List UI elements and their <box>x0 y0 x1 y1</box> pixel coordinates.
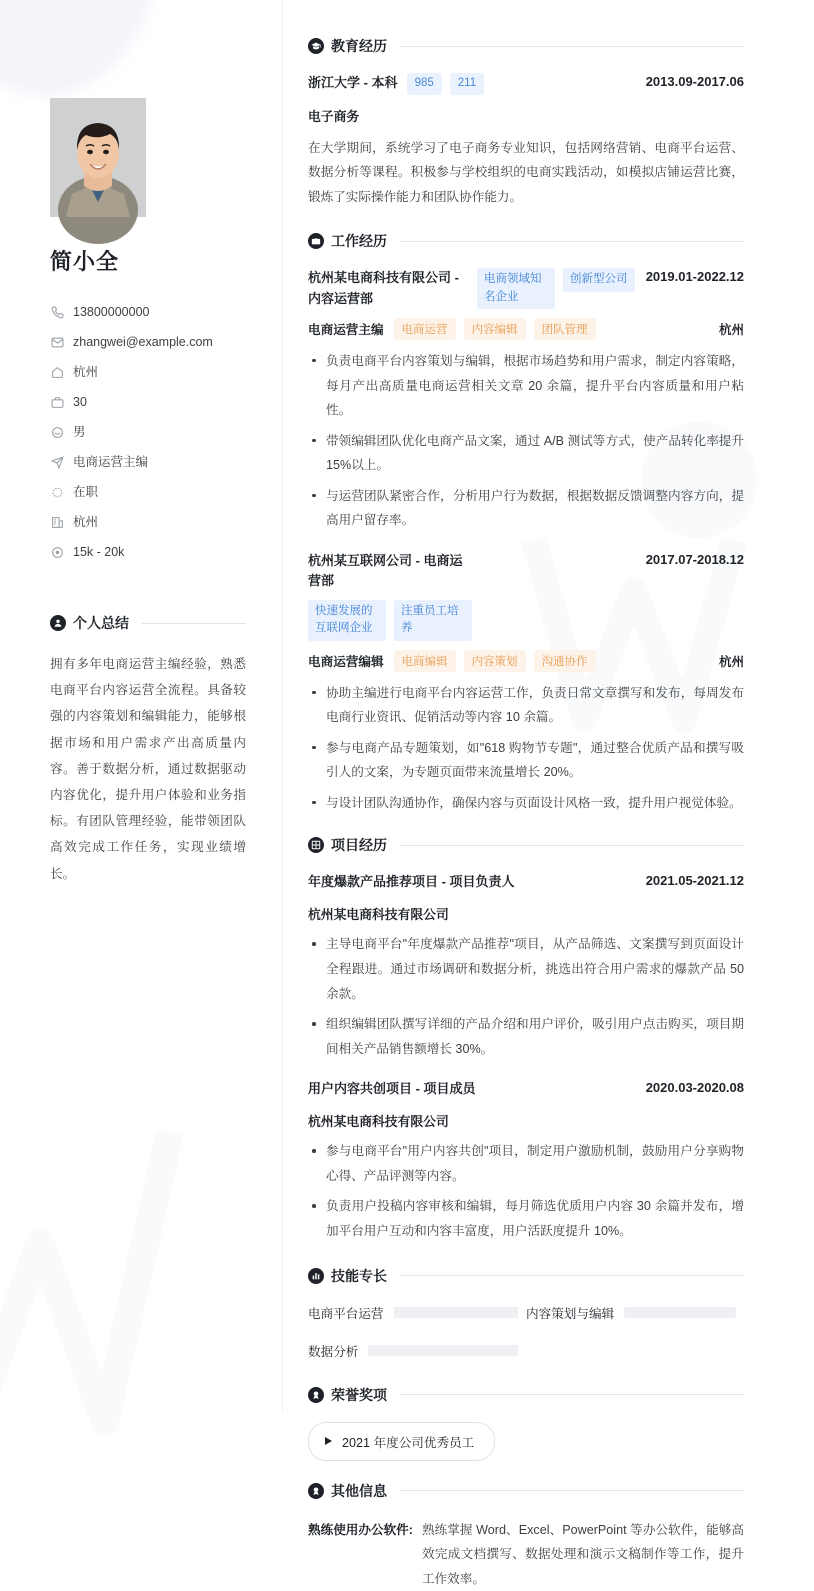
projects-section <box>308 835 744 1243</box>
contact-value: 13800000000 <box>73 306 149 319</box>
work-bullets <box>308 349 744 533</box>
badge-985: 985 <box>407 73 442 95</box>
contact-value: 在职 <box>73 486 98 499</box>
work-date: 2017.07-2018.12 <box>646 551 744 567</box>
company-tags <box>477 268 635 309</box>
skill-tag: 电商运营 <box>394 318 456 340</box>
skill-progress-bar <box>624 1307 736 1318</box>
entry-top <box>308 551 744 641</box>
company-tag: 注重员工培养 <box>394 600 472 641</box>
education-date: 2013.09-2017.06 <box>646 73 744 89</box>
project-entry <box>308 1079 744 1243</box>
main-content <box>283 0 794 1412</box>
skill-tags <box>394 650 709 672</box>
project-entry <box>308 872 744 1061</box>
work-title: 工作经历 <box>331 231 387 251</box>
contact-row-status <box>50 477 246 507</box>
chart-icon <box>308 1268 324 1284</box>
work-city: 杭州 <box>719 652 744 670</box>
list-item: 负责电商平台内容策划与编辑，根据市场趋势和用户需求，制定内容策略，每月产出高质量电商运营相关文章 20 余篇，提升平台内容质量和用户粘性。 <box>308 349 744 423</box>
gender-icon <box>50 425 64 439</box>
summary-title: 个人总结 <box>73 613 129 633</box>
list-item: 带领编辑团队优化电商产品文案，通过 A/B 测试等方式，使产品转化率提升 15%以上。 <box>308 429 744 478</box>
status-icon <box>50 485 64 499</box>
other-label: 熟练使用办公软件: <box>308 1518 413 1543</box>
contact-row-location <box>50 357 246 387</box>
skill-grid <box>308 1303 744 1379</box>
skill-progress-bar <box>394 1307 518 1318</box>
contact-row-position <box>50 447 246 477</box>
skill-tag: 沟通协作 <box>534 650 596 672</box>
coin-icon <box>50 545 64 559</box>
other-title: 其他信息 <box>331 1481 387 1501</box>
skill-label: 内容策划与编辑 <box>526 1303 614 1322</box>
entry-left <box>308 73 636 95</box>
skill-tag: 团队管理 <box>534 318 596 340</box>
work-header <box>308 231 744 251</box>
entry-top <box>308 73 744 95</box>
company-tag: 快速发展的互联网企业 <box>308 600 386 641</box>
entry-left <box>308 551 636 641</box>
grid-icon <box>308 837 324 853</box>
role-row <box>308 650 744 672</box>
sidebar <box>0 0 283 1412</box>
honors-title: 荣誉奖项 <box>331 1385 387 1405</box>
header-divider <box>400 46 744 47</box>
contact-row-age <box>50 387 246 417</box>
skill-tags <box>394 318 709 340</box>
skill-item <box>526 1303 744 1322</box>
list-item: 参与电商平台"用户内容共创"项目，制定用户激励机制，鼓励用户分享购物心得、产品评测等内容。 <box>308 1139 744 1188</box>
building-icon <box>50 515 64 529</box>
school-name: 浙江大学 - 本科 <box>308 73 398 93</box>
skill-label: 电商平台运营 <box>308 1303 384 1322</box>
contact-row-email <box>50 327 246 357</box>
user-circle-icon <box>50 615 66 631</box>
badge-211: 211 <box>450 73 484 95</box>
education-entry <box>308 73 744 209</box>
contact-value: 杭州 <box>73 516 98 529</box>
other-header <box>308 1481 744 1501</box>
skill-tag: 内容编辑 <box>464 318 526 340</box>
honors-header <box>308 1385 744 1405</box>
summary-text: 拥有多年电商运营主编经验，熟悉电商平台内容运营全流程。具备较强的内容策划和编辑能力，能够根据市场和用户需求产出高质量内容。善于数据分析，通过数据驱动内容优化，提升用户体验和业务指标。有团队管理经验，能带领团队高效完成工作任务，实现业绩增长。 <box>50 651 246 887</box>
role-row <box>308 318 744 340</box>
contact-row-workplace <box>50 507 246 537</box>
list-item: 组织编辑团队撰写详细的产品介绍和用户评价，吸引用户点击购买，项目期间相关产品销售额增长 30%。 <box>308 1012 744 1061</box>
contact-value: zhangwei@example.com <box>73 336 213 349</box>
list-item: 负责用户投稿内容审核和编辑，每月筛选优质用户内容 30 余篇并发布，增加平台用户互动和内容丰富度，用户活跃度提升 10%。 <box>308 1194 744 1243</box>
entry-top <box>308 872 744 892</box>
project-date: 2021.05-2021.12 <box>646 872 744 888</box>
header-divider <box>400 1490 744 1491</box>
contact-value: 电商运营主编 <box>73 456 148 469</box>
info-icon <box>308 1483 324 1499</box>
phone-icon <box>50 305 64 319</box>
company-tag: 创新型公司 <box>563 268 635 291</box>
project-title: 用户内容共创项目 - 项目成员 <box>308 1079 476 1099</box>
list-item: 参与电商产品专题策划，如"618 购物节专题"，通过整合优质产品和撰写吸引人的文案，为专题页面带来流量增长 20%。 <box>308 736 744 785</box>
list-item: 协助主编进行电商平台内容运营工作，负责日常文章撰写和发布，每周发布电商行业资讯、促销活动等内容 10 余篇。 <box>308 681 744 730</box>
contact-row-gender <box>50 417 246 447</box>
work-city: 杭州 <box>719 320 744 338</box>
skills-title: 技能专长 <box>331 1266 387 1286</box>
project-company: 杭州某电商科技有限公司 <box>308 904 744 923</box>
header-divider <box>400 1275 744 1276</box>
contact-value: 30 <box>73 396 87 409</box>
work-section <box>308 231 744 815</box>
summary-section <box>50 613 246 887</box>
mail-icon <box>50 335 64 349</box>
project-title: 年度爆款产品推荐项目 - 项目负责人 <box>308 872 515 892</box>
projects-header <box>308 835 744 855</box>
briefcase-icon <box>50 395 64 409</box>
other-section <box>308 1481 744 1591</box>
summary-header <box>50 613 246 633</box>
work-date: 2019.01-2022.12 <box>646 268 744 284</box>
list-item: 主导电商平台"年度爆款产品推荐"项目，从产品筛选、文案撰写到页面设计全程跟进。通过市场调研和数据分析，挑选出符合用户需求的爆款产品 50 余款。 <box>308 932 744 1006</box>
contact-row-salary <box>50 537 246 567</box>
project-bullets <box>308 932 744 1061</box>
work-bullets <box>308 681 744 816</box>
header-divider <box>400 1394 744 1395</box>
home-icon <box>50 365 64 379</box>
project-date: 2020.03-2020.08 <box>646 1079 744 1095</box>
contact-row-phone <box>50 297 246 327</box>
contact-value: 15k - 20k <box>73 546 124 559</box>
work-entry <box>308 551 744 816</box>
entry-top <box>308 268 744 309</box>
work-entry <box>308 268 744 532</box>
paper-plane-icon <box>50 455 64 469</box>
other-value: 熟练掌握 Word、Excel、PowerPoint 等办公软件，能够高效完成文档撰写、数据处理和演示文稿制作等工作，提升工作效率。 <box>422 1518 744 1591</box>
honor-list <box>308 1422 744 1461</box>
entry-top <box>308 1079 744 1099</box>
skill-tag: 内容策划 <box>464 650 526 672</box>
job-title: 电商运营主编 <box>308 319 384 338</box>
list-item: 与运营团队紧密合作，分析用户行为数据，根据数据反馈调整内容方向，提高用户留存率。 <box>308 484 744 533</box>
education-title: 教育经历 <box>331 36 387 56</box>
company-name: 杭州某电商科技有限公司 - 内容运营部 <box>308 268 468 308</box>
honors-section <box>308 1385 744 1461</box>
list-item: 与设计团队沟通协作，确保内容与页面设计风格一致，提升用户视觉体验。 <box>308 791 744 816</box>
skill-label: 数据分析 <box>308 1341 358 1360</box>
award-icon <box>308 1387 324 1403</box>
briefcase-round-icon <box>308 233 324 249</box>
page-title: 简小全 <box>50 245 246 276</box>
graduation-cap-icon <box>308 38 324 54</box>
company-tag: 电商领域知名企业 <box>477 268 555 309</box>
skill-item <box>308 1303 526 1322</box>
skill-tag: 电商编辑 <box>394 650 456 672</box>
project-company: 杭州某电商科技有限公司 <box>308 1111 744 1130</box>
project-bullets <box>308 1139 744 1243</box>
play-triangle-icon <box>325 1437 332 1445</box>
header-divider <box>400 241 744 242</box>
header-divider <box>142 623 246 624</box>
education-description: 在大学期间，系统学习了电子商务专业知识，包括网络营销、电商平台运营、数据分析等课程。积极参与学校组织的电商实践活动，如模拟店铺运营比赛，锻炼了实际操作能力和团队协作能力。 <box>308 136 744 210</box>
education-section <box>308 36 744 209</box>
avatar <box>50 98 146 217</box>
job-title: 电商运营编辑 <box>308 651 384 670</box>
school-badges <box>407 73 485 95</box>
skill-item <box>308 1341 526 1360</box>
skills-section <box>308 1266 744 1379</box>
projects-title: 项目经历 <box>331 835 387 855</box>
skill-progress-bar <box>368 1345 518 1356</box>
entry-left <box>308 268 636 309</box>
contact-list <box>50 297 246 567</box>
other-item <box>308 1518 744 1591</box>
skills-header <box>308 1266 744 1286</box>
header-divider <box>400 845 744 846</box>
contact-value: 杭州 <box>73 366 98 379</box>
company-tags <box>308 600 472 641</box>
education-header <box>308 36 744 56</box>
education-major: 电子商务 <box>308 106 744 125</box>
honor-label: 2021 年度公司优秀员工 <box>342 1432 474 1451</box>
contact-value: 男 <box>73 426 86 439</box>
honor-item-button[interactable] <box>308 1422 495 1461</box>
company-name: 杭州某互联网公司 - 电商运营部 <box>308 551 468 591</box>
